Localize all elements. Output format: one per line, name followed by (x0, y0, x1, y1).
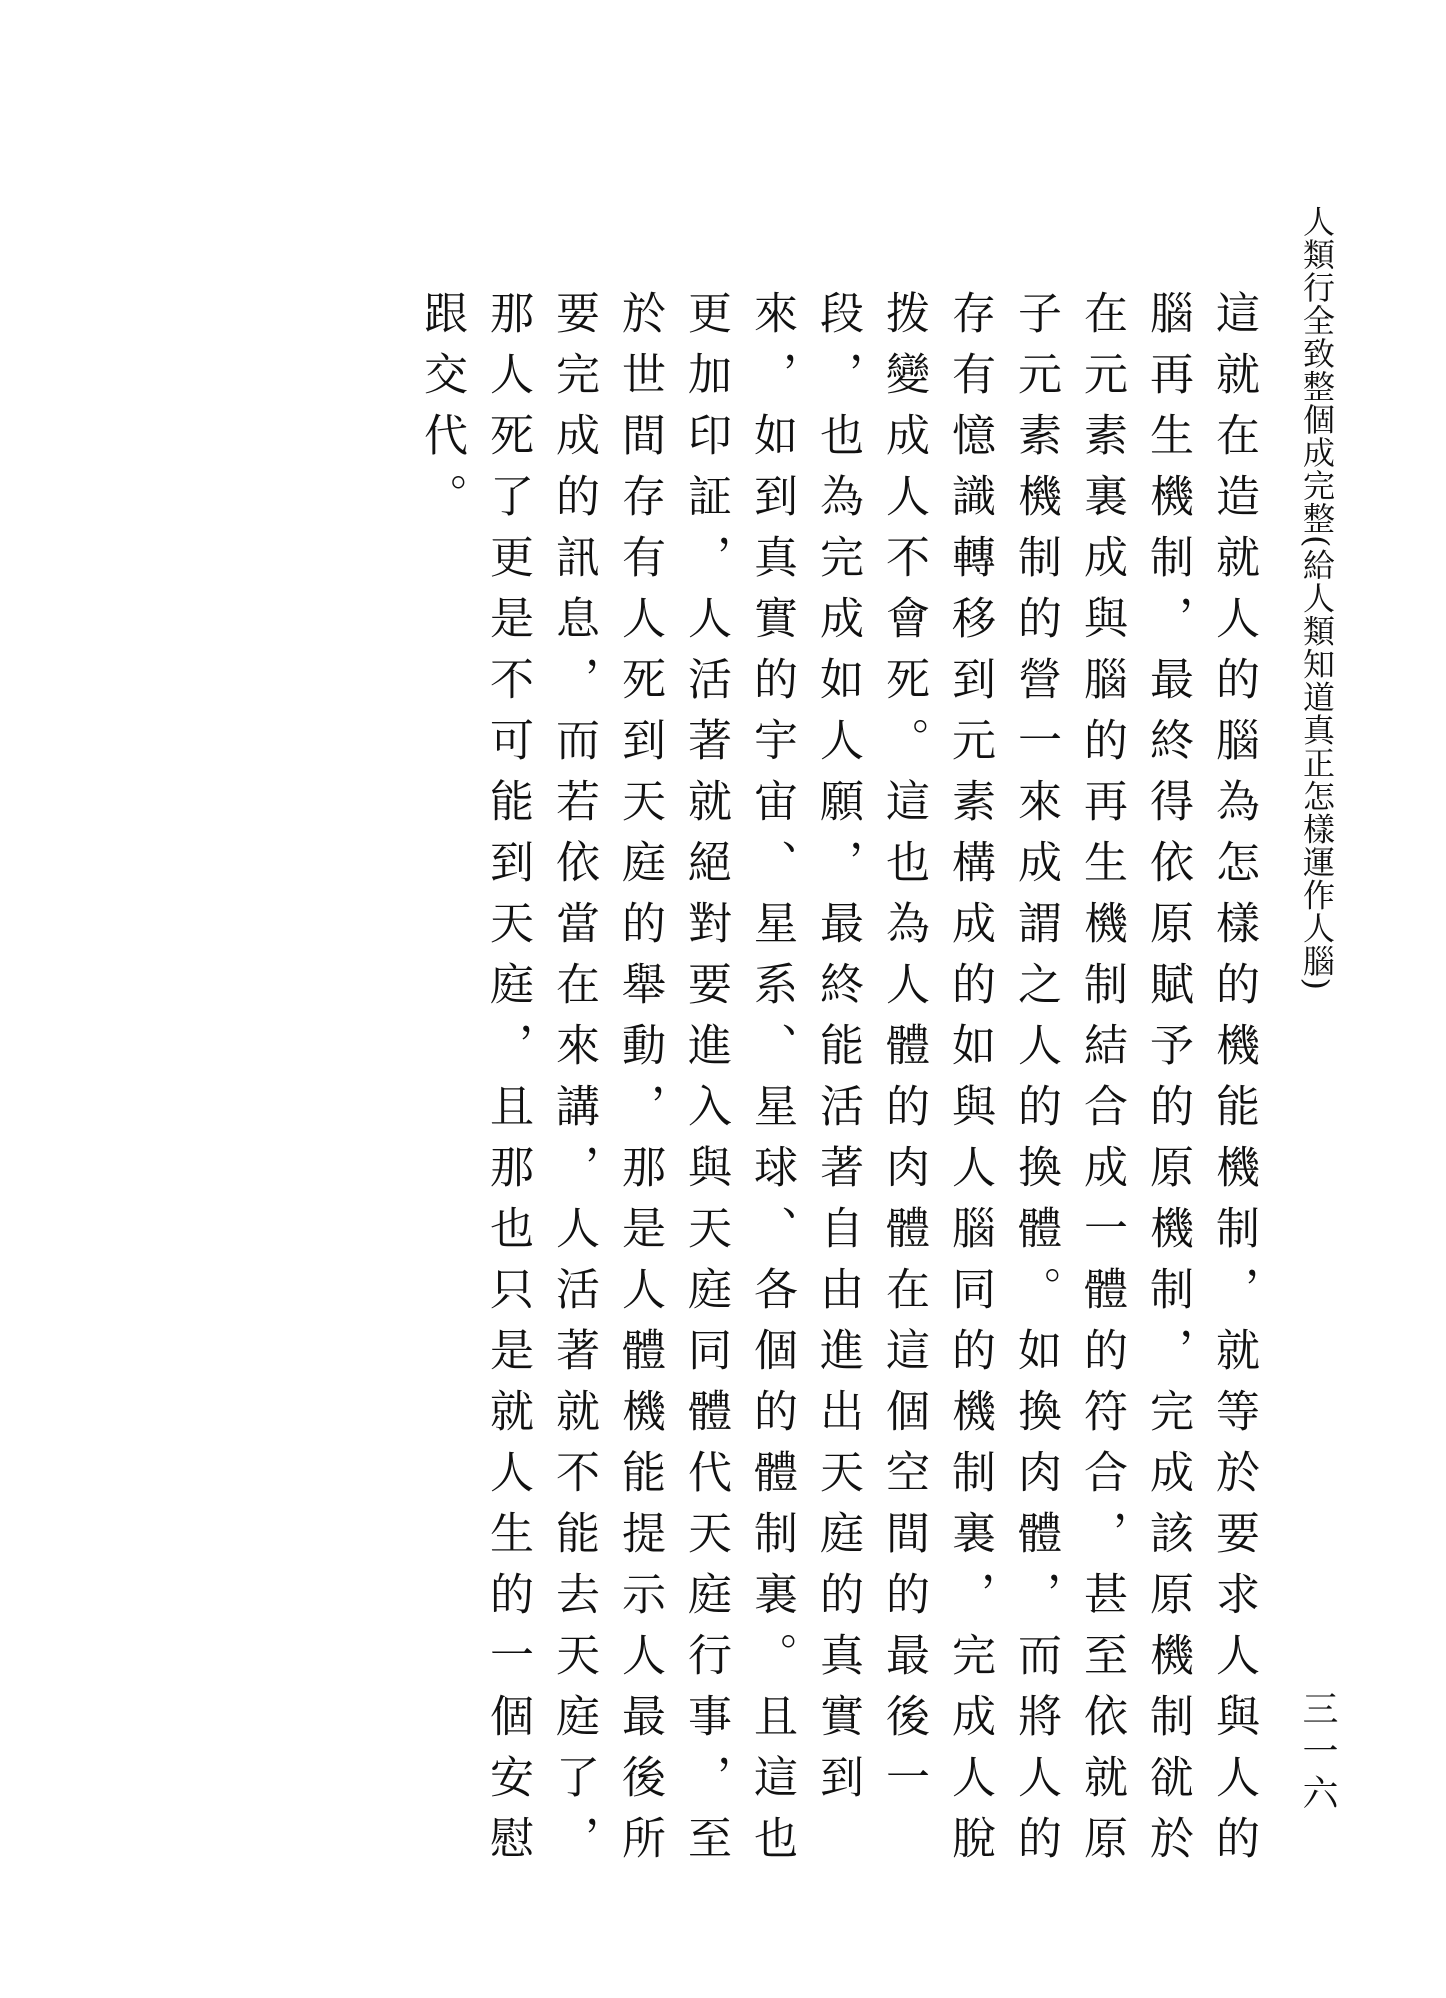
running-header: 人類行全致整個成完整(給人類知道真正怎樣運作人腦) (1298, 205, 1336, 991)
body-text (408, 290, 1266, 1910)
body-paragraph: 這就在造就人的腦為怎樣的機能機制，就等於要求人與人的腦再生機制，最終得依原賦予的原機制，完成該原機制㞃於在元素裏成與腦的再生機制結合成一體的符合，甚至依就原子元素機制的營一來成謂之人的換體。如換肉體，而將人的存有憶識轉移到元素構成的如與人腦同的機制裏，完成人脫拨變成人不會死。這也為人體的肉體在這個空間的最後一段，也為完成如人願，最終能活著自由進出天庭的真實到來，如到真實的宇宙、星系、星球、各個的體制裏。且這也更加印証，人活著就絕對要進入與天庭同體代天庭行事，至於世間存有人死到天庭的舉動，那是人體機能提示人最後所要完成的訊息，而若依當在來講，人活著就不能去天庭了，那人死了更是不可能到天庭，且那也只是就人生的一個安慰跟交代。 (416, 290, 1259, 1876)
page-number: 三一六 (1297, 1690, 1338, 1816)
